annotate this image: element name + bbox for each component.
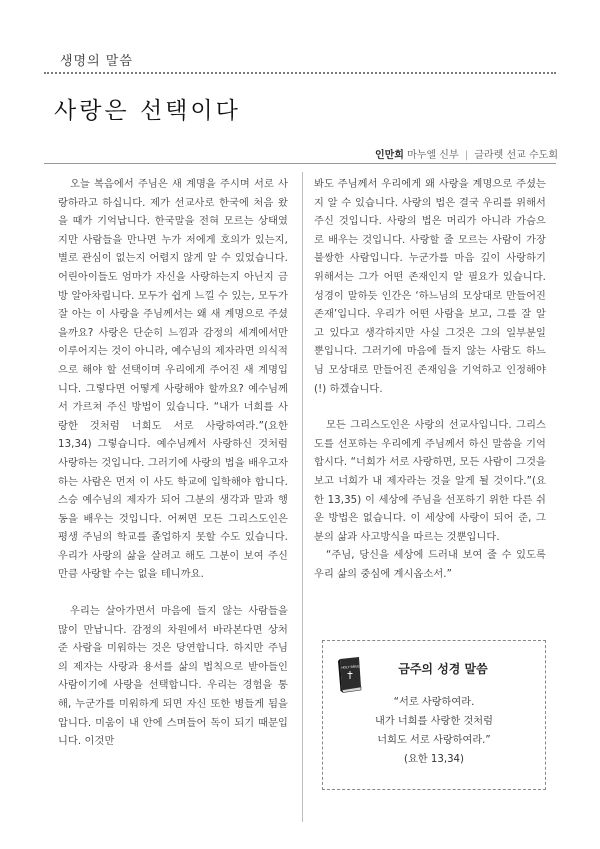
left-column: [58, 176, 288, 752]
column-divider: [302, 172, 303, 822]
paragraph: “주님, 당신을 세상에 드러내 보여 줄 수 있도록 우리 삶의 중심에 계시옵소서.”: [314, 550, 546, 580]
verse-line: “서로 사랑하여라.: [393, 697, 475, 708]
author-role: 마누엘 신부: [407, 150, 459, 161]
paragraph: 오늘 복음에서 주님은 새 계명을 주시며 서로 사랑하라고 하십니다. 제가 선교사로 한국에 처음 왔을 때가 기억납니다. 한국말을 전혀 모르는 상태였지만 사람들을 만나면 누가 저에게 호의가 있는지, 별로 관심이 없는지 어렵지 않게 알 수 있었습니다. 어린아이들도 엄마가 자신을 사랑하는지 아닌지 금방 알아차립니다. 모두가 쉽게 느낄 수 있는, 모두가 잘 아는 이 사랑을 주님께서는 왜 새 계명으로 주셨을까요? 사랑은 단순히 느낌과 감정의 세계에서만 이루어지는 것이 아니라, 예수님의 제자라면 의식적으로 해야 할 선택이며 우리에게 주어진 새 계명입니다. 그렇다면 어떻게 사랑해야 할까요? 예수님께서 가르쳐 주신 방법이 있습니다. “내가 너희를 사랑한 것처럼 너희도 서로 사랑하여라.”(요한 13,34) 그렇습니다. 예수님께서 사랑하신 것처럼 사랑하는 것입니다. 그러기에 사랑의 법을 배우고자 하는 사람은 먼저 이 사도 학교에 입학해야 합니다. 스승 예수님의 제자가 되어 그분의 생각과 말과 행동을 배우는 것입니다. 어쩌면 모든 그리스도인은 평생 주님의 학교를 졸업하지 못할 수도 있습니다. 우리가 사랑의 삶을 살려고 해도 그분이 보여 주신 만큼 사랑할 수는 없을 테니까요.: [58, 179, 288, 581]
verse-reference: (요한 13,34): [403, 754, 465, 765]
author-name: 인만희: [374, 150, 404, 161]
verse-text: [323, 693, 545, 769]
paragraph: 봐도 주님께서 우리에게 왜 사랑을 계명으로 주셨는지 알 수 있습니다. 사랑의 법은 결국 우리를 위해서 주신 것입니다. 사랑의 법은 머리가 아니라 가슴으로 배우는 것입니다. 사랑할 줄 모르는 사람이 가장 불쌍한 사람입니다. 누군가를 마음 깊이 사랑하기 위해서는 그가 어떤 존재인지 알 필요가 있습니다. 성경이 말하듯 인간은 ‘하느님의 모상대로 만들어진 존재’입니다. 우리가 어떤 사람을 보고, 그를 잘 알고 있다고 생각하지만 사실 그것은 그의 일부분일 뿐입니다. 그러기에 마음에 들지 않는 사람도 하느님 모상대로 만들어진 존재임을 기억하고 인정해야(!) 하겠습니다.: [314, 179, 546, 395]
right-column: [314, 176, 546, 584]
verse-line: 너희도 서로 사랑하여라.”: [377, 735, 491, 746]
article-title: 사랑은 선택이다: [54, 98, 241, 124]
section-label: 생명의 말씀: [60, 54, 133, 69]
byline-separator: |: [464, 150, 469, 161]
byline: [375, 146, 558, 161]
paragraph: 우리는 살아가면서 마음에 들지 않는 사람들을 많이 만납니다. 감정의 차원에서 바라본다면 상처 준 사람을 미워하는 것은 당연합니다. 하지만 주님의 제자는 사랑과 용서를 삶의 법칙으로 받아들인 사람이기에 사랑을 선택합니다. 우리는 경험을 통해, 누군가를 미워하게 되면 자신 또한 병들게 됨을 압니다. 미움이 내 안에 스며들어 독이 되기 때문입니다. 이것만: [58, 606, 288, 748]
section-rule: [44, 72, 556, 74]
byline-rule: [44, 163, 556, 164]
verse-heading: 금주의 성경 말씀: [398, 662, 488, 676]
verse-line: 내가 너희를 사랑한 것처럼: [375, 716, 493, 727]
author-affiliation: 글라렛 선교 수도회: [474, 150, 558, 161]
verse-box: [322, 640, 546, 790]
bible-icon-label: HOLY BIBLE: [341, 664, 360, 670]
paragraph: 모든 그리스도인은 사랑의 선교사입니다. 그리스도를 선포하는 우리에게 주님께서 하신 말씀을 기억합시다. “너희가 서로 사랑하면, 모든 사람이 그것을 보고 너희가 내 제자라는 것을 알게 될 것이다.”(요한 13,35) 이 세상에 주님을 선포하기 위한 다른 쉬운 방법은 없습니다. 이 세상에 사랑이 되어 준, 그분의 삶과 사고방식을 따르는 것뿐입니다.: [314, 420, 546, 543]
